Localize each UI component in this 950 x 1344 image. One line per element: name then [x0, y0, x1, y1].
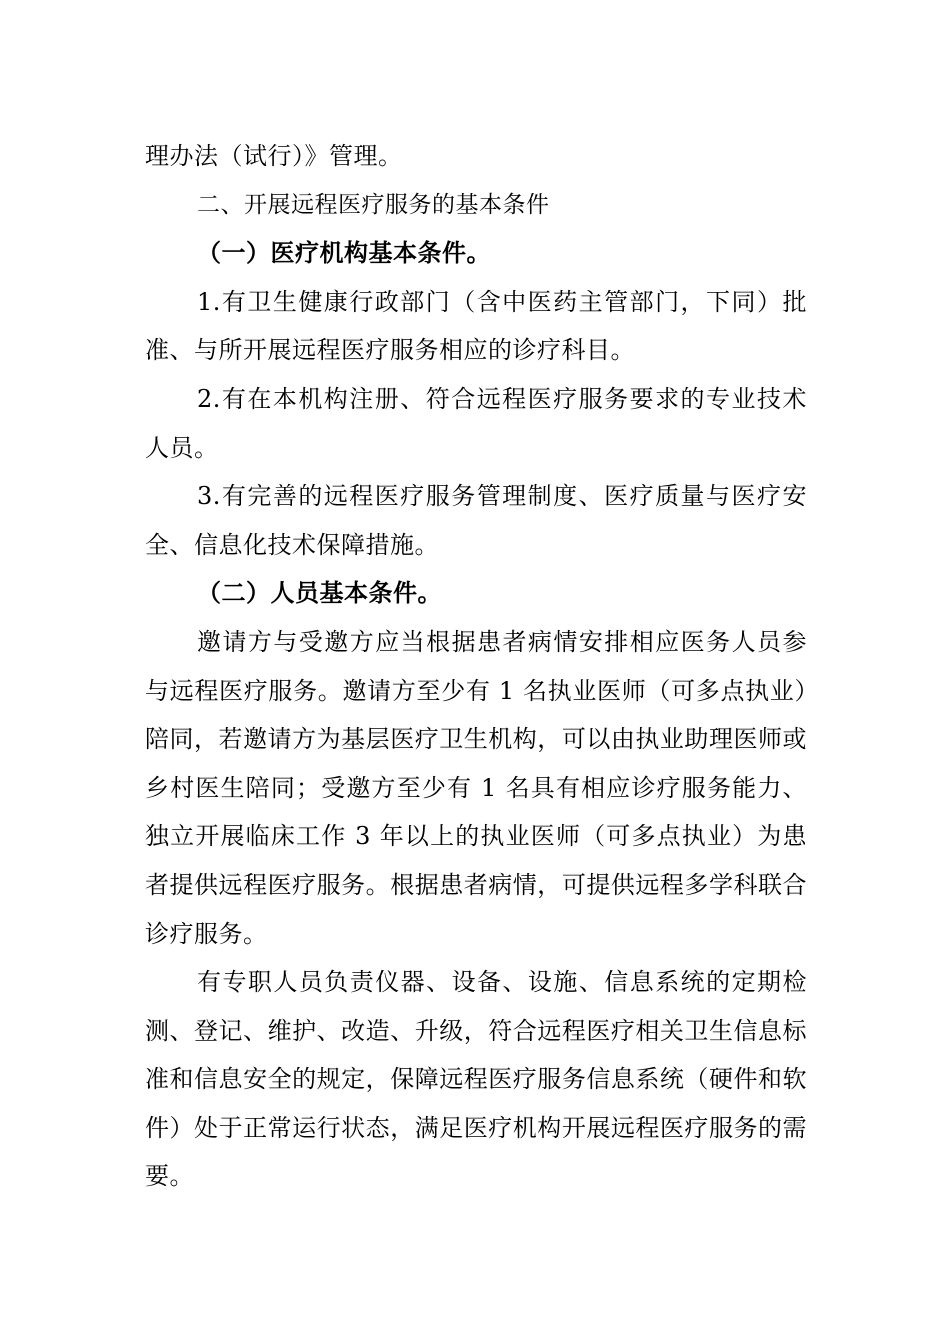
paragraph-item-3: 3.有完善的远程医疗服务管理制度、医疗质量与医疗安全、信息化技术保障措施。: [145, 482, 807, 559]
paragraph-item-2: 2.有在本机构注册、符合远程医疗服务要求的专业技术人员。: [145, 384, 807, 462]
paragraph-item-1: 1.有卫生健康行政部门（含中医药主管部门，下同）批准、与所开展远程医疗服务相应的诊疗科目。: [145, 287, 807, 365]
paragraph-continuation: 理办法（试行）》管理。: [145, 142, 403, 170]
subsection-heading-1: （一）医疗机构基本条件。: [197, 238, 491, 268]
paragraph-technical-staff: 有专职人员负责仪器、设备、设施、信息系统的定期检测、登记、维护、改造、升级，符合远程医疗相关卫生信息标准和信息安全的规定，保障远程医疗服务信息系统（硬件和软件）处于正常运行状态，满足医疗机构开展远程医疗服务的需要。: [145, 968, 807, 1191]
subsection-heading-2: （二）人员基本条件。: [197, 578, 442, 608]
section-heading: 二、开展远程医疗服务的基本条件: [197, 191, 550, 218]
paragraph-staff-requirements: 邀请方与受邀方应当根据患者病情安排相应医务人员参与远程医疗服务。邀请方至少有 1 名执业医师（可多点执业）陪同，若邀请方为基层医疗卫生机构，可以由执业助理医师或乡村医生陪同；受邀方至少有 1 名具有相应诊疗服务能力、独立开展临床工作 3 年以上的执业医师（可多点执业）为患者提供远程医疗服务。根据患者病情，可提供远程多学科联合诊疗服务。: [145, 627, 807, 948]
document-body: [145, 132, 807, 1201]
